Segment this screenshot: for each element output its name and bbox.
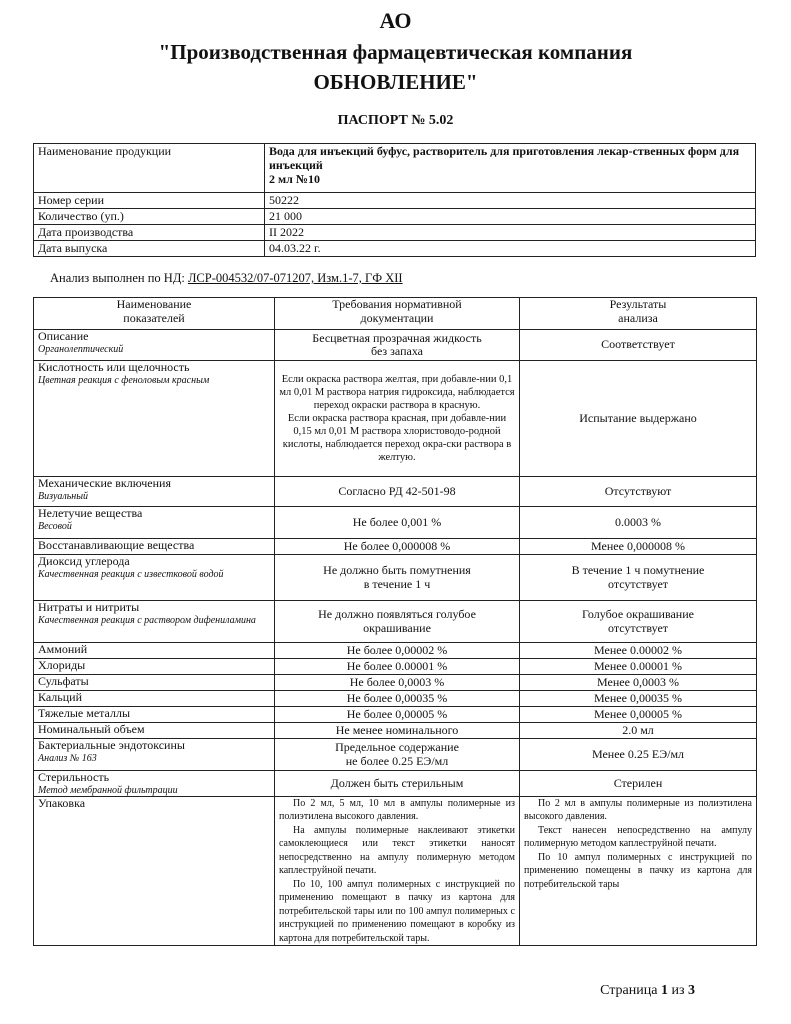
requirement-cell: Должен быть стерильным xyxy=(275,771,520,797)
requirement-cell: Не должно появляться голубое окрашивание xyxy=(275,601,520,643)
analysis-row xyxy=(34,771,757,797)
product-info-table xyxy=(33,143,756,257)
result-cell: Менее 0.25 ЕЭ/мл xyxy=(520,739,757,771)
analysis-row xyxy=(34,361,757,477)
packaging-req-paragraph: По 10, 100 ампул полимерных с инструкцией по применению помещают в пачку из картона для потребительской тары или по 100 ампул полимерных с инструкцией по применению помещают в коробку из картона для потребительской тары. xyxy=(279,878,515,944)
indicator-cell xyxy=(34,477,275,507)
header-indicator: Наименование показателей xyxy=(34,298,275,330)
analysis-row xyxy=(34,739,757,771)
analysis-row xyxy=(34,691,757,707)
analysis-row xyxy=(34,507,757,539)
info-row xyxy=(34,225,756,241)
requirement-cell: Не более 0,00002 % xyxy=(275,643,520,659)
nd-document: ЛСР-004532/07-071207, Изм.1-7, ГФ XII xyxy=(187,271,403,285)
result-cell: Менее 0.00002 % xyxy=(520,643,757,659)
analysis-table xyxy=(33,297,757,946)
indicator-name: Диоксид углерода xyxy=(38,554,130,568)
result-cell: Испытание выдержано xyxy=(520,361,757,477)
indicator-method: Анализ № 163 xyxy=(38,752,97,764)
result-cell: Стерилен xyxy=(520,771,757,797)
requirement-cell: Если окраска раствора желтая, при добавле-нии 0,1 мл 0,01 М раствора натрия гидроксида, наблюдается переход окраски раствора в красную. Если окраска раствора красная, при добавле-нии 0,15 мл 0,01 М раствора хлористоводо-родной кислоты, наблюдается переход окра-ски раствора в желтую. xyxy=(275,361,520,477)
analysis-row xyxy=(34,659,757,675)
indicator-name: Кислотность или щелочность xyxy=(38,360,190,374)
indicator-cell xyxy=(34,507,275,539)
indicator-name: Нелетучие вещества xyxy=(38,506,143,520)
result-cell: Соответствует xyxy=(520,330,757,361)
packaging-requirements xyxy=(275,796,520,946)
result-cell: Отсутствуют xyxy=(520,477,757,507)
result-cell: Менее 0,0003 % xyxy=(520,675,757,691)
indicator-name: Тяжелые металлы xyxy=(38,706,131,720)
info-value: Вода для инъекций буфус, растворитель для приготовления лекар-ственных форм для инъекций 2 мл №10 xyxy=(265,144,756,193)
requirement-cell: Не менее номинального xyxy=(275,723,520,739)
analysis-row xyxy=(34,675,757,691)
result-cell: Голубое окрашивание отсутствует xyxy=(520,601,757,643)
packaging-res-paragraph: По 2 мл в ампулы полимерные из полиэтилена высокого давления. xyxy=(524,797,752,822)
indicator-method: Качественная реакция с известковой водой xyxy=(38,568,224,580)
info-row xyxy=(34,209,756,225)
indicator-cell xyxy=(34,723,275,739)
indicator-cell xyxy=(34,361,275,477)
analysis-row xyxy=(34,477,757,507)
info-row xyxy=(34,144,756,193)
requirement-cell: Не более 0,000008 % xyxy=(275,539,520,555)
requirement-cell: Не более 0,00035 % xyxy=(275,691,520,707)
page-total: 3 xyxy=(688,983,695,998)
indicator-method: Метод мембранной фильтрации xyxy=(38,784,178,796)
info-label: Дата производства xyxy=(34,225,265,241)
indicator-cell xyxy=(34,330,275,361)
indicator-name: Сульфаты xyxy=(38,674,89,688)
company-name-line2: ОБНОВЛЕНИЕ" xyxy=(313,70,478,94)
analysis-row xyxy=(34,643,757,659)
result-cell: 2.0 мл xyxy=(520,723,757,739)
analysis-row xyxy=(34,539,757,555)
indicator-cell xyxy=(34,601,275,643)
indicator-method: Визуальный xyxy=(38,490,89,502)
indicator-cell xyxy=(34,643,275,659)
page-prefix: Страница xyxy=(600,983,658,998)
analysis-header-row xyxy=(34,298,757,330)
packaging-label: Упаковка xyxy=(34,796,275,946)
packaging-result xyxy=(520,796,757,946)
indicator-name: Хлориды xyxy=(38,658,86,672)
analysis-row xyxy=(34,707,757,723)
indicator-name: Кальций xyxy=(38,690,83,704)
packaging-req-paragraph: По 2 мл, 5 мл, 10 мл в ампулы полимерные из полиэтилена высокого давления. xyxy=(279,797,515,822)
result-cell: В течение 1 ч помутнение отсутствует xyxy=(520,555,757,601)
indicator-name: Восстанавливающие вещества xyxy=(38,538,195,552)
indicator-name: Бактериальные эндотоксины xyxy=(38,738,185,752)
analysis-row xyxy=(34,723,757,739)
requirement-cell: Не более 0,00005 % xyxy=(275,707,520,723)
requirement-cell: Предельное содержание не более 0.25 ЕЭ/мл xyxy=(275,739,520,771)
analysis-row xyxy=(34,555,757,601)
indicator-name: Номинальный объем xyxy=(38,722,145,736)
page-number xyxy=(600,983,695,999)
info-label: Наименование продукции xyxy=(34,144,265,193)
analysis-row xyxy=(34,601,757,643)
indicator-cell xyxy=(34,659,275,675)
packaging-res-paragraph: Текст нанесен непосредственно на ампулу полимерную методом каплеструйной печати. xyxy=(524,824,752,849)
info-row xyxy=(34,241,756,257)
packaging-res-paragraph: По 10 ампул полимерных с инструкцией по применению помещены в пачку из картона для потребительской тары xyxy=(524,851,752,890)
header-requirements: Требования нормативной документации xyxy=(275,298,520,330)
info-value: 21 000 xyxy=(265,209,756,225)
indicator-cell xyxy=(34,691,275,707)
company-name-line1: "Производственная фармацевтическая компания xyxy=(158,40,633,64)
info-value: 50222 xyxy=(265,193,756,209)
requirement-cell: Не более 0,0003 % xyxy=(275,675,520,691)
indicator-name: Стерильность xyxy=(38,770,110,784)
page-sep: из xyxy=(671,983,685,998)
indicator-cell xyxy=(34,539,275,555)
header-results: Результаты анализа xyxy=(520,298,757,330)
indicator-method: Весовой xyxy=(38,520,72,532)
indicator-cell xyxy=(34,675,275,691)
indicator-method: Органолептический xyxy=(38,343,124,355)
packaging-row xyxy=(34,796,757,946)
nd-reference xyxy=(50,271,403,286)
indicator-cell xyxy=(34,555,275,601)
info-value: II 2022 xyxy=(265,225,756,241)
requirement-cell: Бесцветная прозрачная жидкость без запаха xyxy=(275,330,520,361)
indicator-cell xyxy=(34,739,275,771)
result-cell: Менее 0,000008 % xyxy=(520,539,757,555)
indicator-cell xyxy=(34,707,275,723)
company-form: АО xyxy=(379,8,412,33)
indicator-name: Описание xyxy=(38,329,89,343)
result-cell: Менее 0,00005 % xyxy=(520,707,757,723)
indicator-cell xyxy=(34,771,275,797)
requirement-cell: Не более 0,001 % xyxy=(275,507,520,539)
indicator-name: Нитраты и нитриты xyxy=(38,600,140,614)
passport-title: ПАСПОРТ № 5.02 xyxy=(337,113,454,128)
analysis-row xyxy=(34,330,757,361)
nd-prefix: Анализ выполнен по НД: xyxy=(50,271,185,285)
indicator-name: Аммоний xyxy=(38,642,88,656)
requirement-cell: Не более 0.00001 % xyxy=(275,659,520,675)
page-current: 1 xyxy=(660,983,668,998)
info-value: 04.03.22 г. xyxy=(265,241,756,257)
result-cell: Менее 0,00035 % xyxy=(520,691,757,707)
result-cell: 0.0003 % xyxy=(520,507,757,539)
packaging-req-paragraph: На ампулы полимерные наклеивают этикетки самоклеющиеся или текст этикетки наносят непосредственно на ампулу полимерную методом каплеструйной печати. xyxy=(279,824,515,876)
requirement-cell: Согласно РД 42-501-98 xyxy=(275,477,520,507)
info-label: Количество (уп.) xyxy=(34,209,265,225)
requirement-cell: Не должно быть помутнения в течение 1 ч xyxy=(275,555,520,601)
info-row xyxy=(34,193,756,209)
indicator-method: Цветная реакция с феноловым красным xyxy=(38,374,210,386)
indicator-name: Механические включения xyxy=(38,476,171,490)
result-cell: Менее 0.00001 % xyxy=(520,659,757,675)
info-label: Номер серии xyxy=(34,193,265,209)
info-label: Дата выпуска xyxy=(34,241,265,257)
indicator-method: Качественная реакция с раствором дифениламина xyxy=(38,614,256,626)
